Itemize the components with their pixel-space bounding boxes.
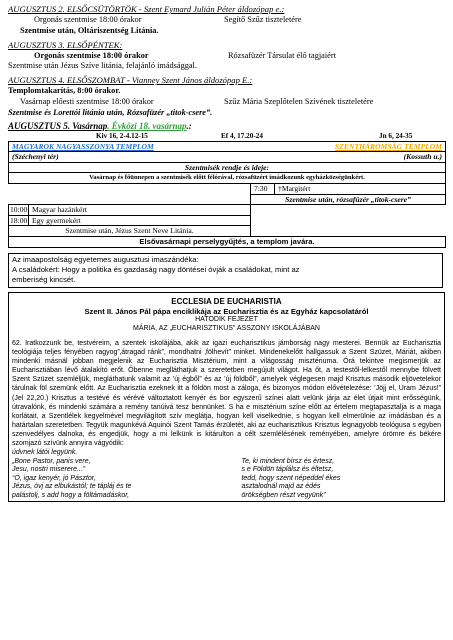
encyclical-subtitle: Szent II. János Pál pápa enciklikája az Eucharisztia és az Egyház kapcsolatáról — [84, 306, 369, 316]
hymn-left-line: „Bone Pastor, panis vere, — [12, 457, 91, 465]
hymn-left-line: Jézus, óvj az elbukástól; te tápláj és te — [12, 483, 132, 491]
prayer-intention-line-2: emberiség kincsét. — [12, 274, 76, 284]
left-after-row — [9, 226, 446, 237]
mass-schedule-table — [8, 141, 446, 248]
left-mass-2-time: 18:00 — [10, 215, 28, 225]
event-2-intention: Rózsafüzér Társulat élő tagjaiért — [228, 50, 336, 60]
event-1-mass-time: Orgonás szentmise 18:00 órakor — [34, 15, 142, 24]
sunday-date: AUGUSZTUS 5. Vasárnap — [8, 120, 108, 131]
hymn-left-line: palástolj, s add hogy a föltámadáskor, — [12, 491, 130, 499]
chapter-title: MÁRIA, AZ „EUCHARISZTIKUS” ASSZONY ISKOLÁJÁBAN — [133, 324, 320, 332]
event-1-litany — [8, 26, 445, 37]
hymn-left-line: “Ó, igaz kenyér, jó Pásztor, — [12, 474, 96, 482]
event-2-mass-time: Orgonás szentmise 18:00 órakor — [34, 50, 149, 60]
hymn-right-line: tedd, hogy szent népeddel ékes — [241, 474, 341, 482]
event-3-intention: Szűz Mária Szeplőtelen Szívének tiszteletére — [224, 96, 374, 106]
event-2-mass-row — [8, 51, 445, 62]
church-right: SZENTHÁROMSÁG TEMPLOM — [251, 141, 446, 152]
right-after-row — [9, 194, 446, 205]
notice: Vasárnap és főünnepen a szentmisék előtt félórával, rózsafüzért imádkozunk egyházközségünkért. — [9, 173, 446, 184]
left-mass-1-intention: Magyar hazánkért — [29, 205, 251, 216]
encyclical-section — [8, 292, 445, 502]
notice-row — [9, 173, 446, 184]
event-2-title: AUGUSZTUS 3. ELSŐPÉNTEK: — [8, 39, 123, 50]
collection-note: Elsővasárnapi perselygyűjtés, a templom javára. — [9, 236, 446, 247]
reading-3: Jn 6, 24-35 — [379, 131, 413, 140]
empty-cell — [251, 226, 446, 237]
right-after-mass: Szentmise után, rózsafüzér „titok-csere” — [251, 194, 446, 205]
prayer-intention-box — [8, 253, 443, 288]
sunday-title — [8, 121, 445, 132]
event-1-intention: Segítő Szűz tiszteletére — [224, 15, 302, 24]
event-1-mass-row — [8, 15, 445, 26]
right-mass-row — [9, 183, 446, 194]
hymn-right-line — [241, 449, 441, 458]
sunday-liturgy: . Évközi 18. vasárnap — [107, 120, 187, 131]
hymn-left-line: Jesu, nostri miserere...” — [12, 466, 86, 474]
sunday-colon: .: — [186, 120, 192, 131]
left-mass-row-1 — [9, 205, 446, 216]
left-after-mass: Szentmise után, Jézus Szent Neve Litánia. — [9, 226, 251, 237]
left-mass-1-time: 10:00 — [10, 205, 28, 215]
church-header-row — [9, 141, 446, 152]
church-left: MAGYAROK NAGYASSZONYA TEMPLOM — [9, 141, 251, 152]
right-mass-time: 7:30 — [251, 183, 275, 194]
encyclical-title: ECCLESIA DE EUCHARISTIA — [171, 296, 282, 306]
hymn-right-line: örökségben részt vegyünk” — [241, 491, 326, 499]
sunday-readings — [8, 132, 445, 141]
empty-cell — [251, 215, 446, 226]
hymn-right-line: s e Földön táplálsz és éltetsz, — [241, 466, 334, 474]
hymn-left — [12, 449, 241, 500]
event-1-title: AUGUSZTUS 2. ELSŐCSÜTÖRTÖK - Szent Eymard Julián Péter áldozópap e.: — [8, 4, 285, 14]
reading-1: Kiv 16, 2-4.12-15 — [96, 131, 148, 140]
event-3-title: AUGUSZTUS 4. ELSŐSZOMBAT - Vianney Szent János áldozópap E.: — [8, 75, 253, 86]
left-mass-row-2 — [9, 215, 446, 226]
left-mass-2-intention: Egy gyermekért — [29, 215, 251, 226]
bulletin-page — [8, 0, 445, 502]
hymn-right-line: Te, ki mindent bírsz és értesz, — [241, 457, 335, 465]
event-3-cleaning: Templomtakarítás, 8:00 órakor. — [8, 86, 121, 96]
encyclical-paragraph: 62. Iratkozzunk be, testvéreim, a szentek iskolájába, akik az igazi eucharisztikus jámborság nagy mesterei. Bennük az Eucharisztia teológiája teljes fényében ragyog”‚átragad ránk”, mondhatni ‚fölhevít” minket. Mindenekelőtt hallgassuk a Szent Szüzet, Máriát, akiben mindenki másnál jobban megjelenik az Eucharisztia Misztérium, mint a világosság misztériuma. Órá tekintve megismerjük az Eucharisztiában lévő átalakító erőt. Őbenne meglláthatjuk a szeretetben megújult világot. Ha őt, a testestől-lelkestől mennybe fölvett Szent Szüzet szemléljük, megláthatunk valamit az ‛új égből” és az ‛új földből”, amelyek véglegesen majd Krisztus második eljövetelekor tárulnak föl szemünk előtt. Az Eucharisztia ezeknek itt a földön most a záloga, és bizonyos módon elővételezése: ‛Jöjj el, Uram Jézus!” (Jel 22,20.) Krisztus a testévé és vérévé változtatott kenyér és bor egyszerű színei alatt velünk járja az élet útjait mint erősségünk, útravalónk, és mindenki számára a remény tanúivá tesz bennünket. S ha e misztérium színe előtt az értelem megtapasztalja is a maga korlátait, a Szentlélek kegyelmével megvilágított szív meglátja, hogyan kell viselkednie, s hogyan kell elmerülnie az imádásban és a határtalan szeretetben. Tegyük magunkévá Aquinói Szent Tamás érzületét, aki az eucharisztikus Krisztus legnagyobb teológusa s egyben szenvedélyes dalnoka, és engedjük, hogy a mi lelkünk is kitárulton a célt szemlélésének reményében, amelyre órömre és békére szomjazó szívünk annyira vágyódik: — [12, 340, 441, 448]
event-1-litany-text: Szentmise után, Oltáriszentség Litánia. — [20, 25, 159, 35]
event-3-mass-time: Vasárnap előesti szentmise 18:00 órakor — [20, 96, 154, 106]
footer-row — [9, 236, 446, 247]
prayer-intention-title: Az imaapostolság egyetemes augusztusi imaszándéka: — [12, 254, 199, 264]
order-title: Szentmisék rendje és ideje: — [9, 162, 446, 173]
hymn — [12, 449, 441, 500]
reading-2: Ef 4, 17.20-24 — [221, 131, 263, 140]
place-right: (Kossuth u.) — [251, 152, 446, 163]
place-left: (Széchenyi tér) — [9, 152, 251, 163]
hymn-right — [241, 449, 441, 500]
chapter-number: HATODIK FEJEZET — [195, 316, 258, 324]
empty-cell — [251, 205, 446, 216]
empty-cell — [9, 194, 251, 205]
event-2-litany: Szentmise után Jézus Szíve litánia, felajánló imádsággal. — [8, 61, 197, 71]
hymn-right-line: asztalodnál majd az édés — [241, 483, 321, 491]
place-row — [9, 152, 446, 163]
empty-cell — [9, 183, 251, 194]
hymn-left-line: údvnek látói legyünk. — [12, 449, 78, 457]
order-row — [9, 162, 446, 173]
event-3-mass-row — [8, 97, 445, 108]
event-3-litany: Szentmise és Lorettói litánia után, Rózsafüzér „titok-csere”. — [8, 107, 213, 117]
prayer-intention-line-1: A családokért: Hogy a politika és gazdaság nagy döntései óvják a családokat, mint az — [12, 264, 300, 274]
right-mass-intention: †Margitért — [275, 183, 446, 194]
